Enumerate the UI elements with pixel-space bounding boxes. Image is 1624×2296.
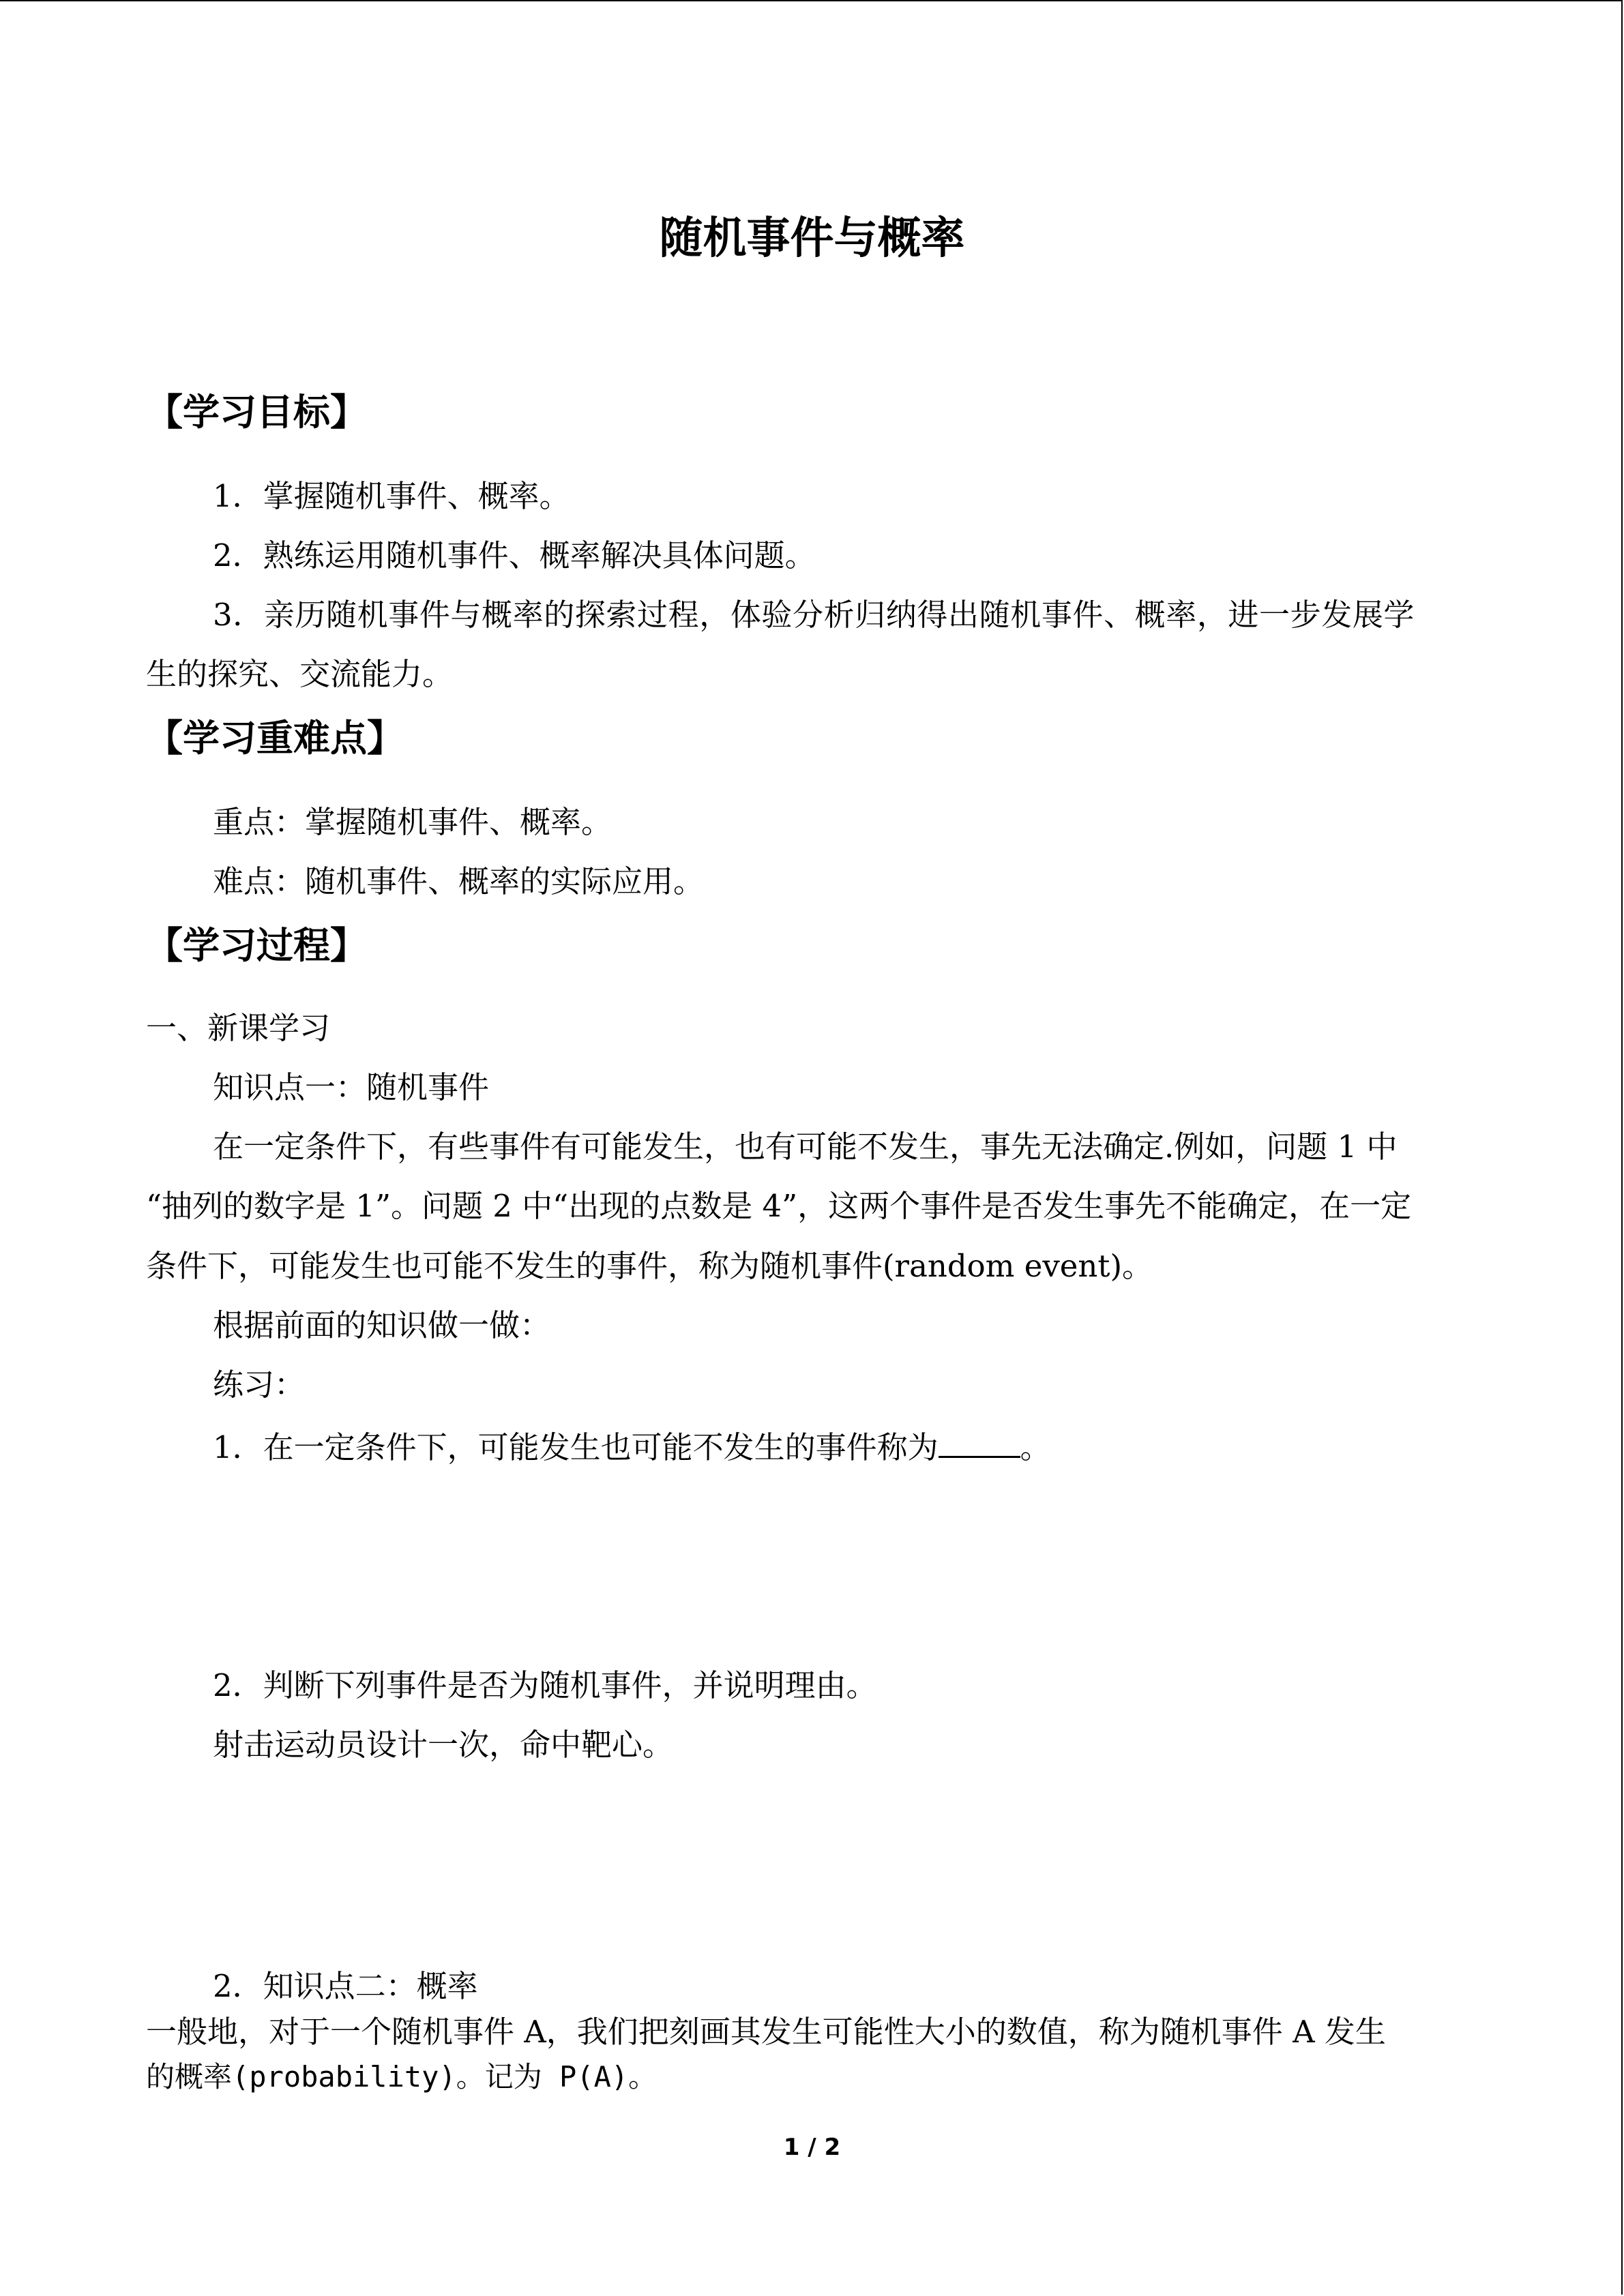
knowledge-point-2: 2．知识点二：概率	[213, 1968, 478, 2004]
page-number: 1 / 2	[783, 2134, 841, 2161]
objective-item-continued: 生的探究、交流能力。	[146, 656, 454, 692]
objectives-heading: 【学习目标】	[146, 391, 367, 434]
keypoint-item: 重点：掌握随机事件、概率。	[213, 804, 612, 840]
paragraph-line: 条件下，可能发生也可能不发生的事件，称为随机事件(random event)。	[146, 1248, 1153, 1284]
part-heading: 一、新课学习	[146, 1010, 331, 1046]
paragraph-line: “抽列的数字是 1”。问题 2 中“出现的点数是 4”，这两个事件是否发生事先不能确定，在一定	[146, 1188, 1412, 1224]
objective-item: 1．掌握随机事件、概率。	[213, 478, 570, 514]
keypoint-item: 难点：随机事件、概率的实际应用。	[213, 863, 705, 899]
practice-label: 练习：	[213, 1367, 306, 1403]
knowledge-point-1: 知识点一：随机事件	[213, 1069, 490, 1105]
question-1-text: 1．在一定条件下，可能发生也可能不发生的事件称为	[213, 1429, 939, 1465]
question-1-end: 。	[1020, 1429, 1051, 1465]
paragraph-line: 的概率(probability)。记为 P(A)。	[146, 2060, 658, 2093]
paragraph-line: 一般地，对于一个随机事件 A，我们把刻画其发生可能性大小的数值，称为随机事件 A 发生	[146, 2014, 1386, 2050]
process-heading: 【学习过程】	[146, 924, 367, 967]
question-2: 2．判断下列事件是否为随机事件，并说明理由。	[213, 1667, 877, 1703]
paragraph-line: 在一定条件下，有些事件有可能发生，也有可能不发生，事先无法确定.例如，问题 1 中	[213, 1129, 1398, 1165]
question-1	[213, 1429, 1051, 1463]
page-title: 随机事件与概率	[659, 213, 965, 264]
question-2-item: 射击运动员设计一次，命中靶心。	[213, 1727, 674, 1763]
keypoints-heading: 【学习重难点】	[146, 717, 404, 760]
objective-item: 2．熟练运用随机事件、概率解决具体问题。	[213, 537, 816, 573]
objective-item: 3．亲历随机事件与概率的探索过程，体验分析归纳得出随机事件、概率，进一步发展学	[213, 597, 1415, 633]
do-it-prompt: 根据前面的知识做一做：	[213, 1307, 551, 1343]
answer-blank[interactable]	[939, 1429, 1020, 1458]
